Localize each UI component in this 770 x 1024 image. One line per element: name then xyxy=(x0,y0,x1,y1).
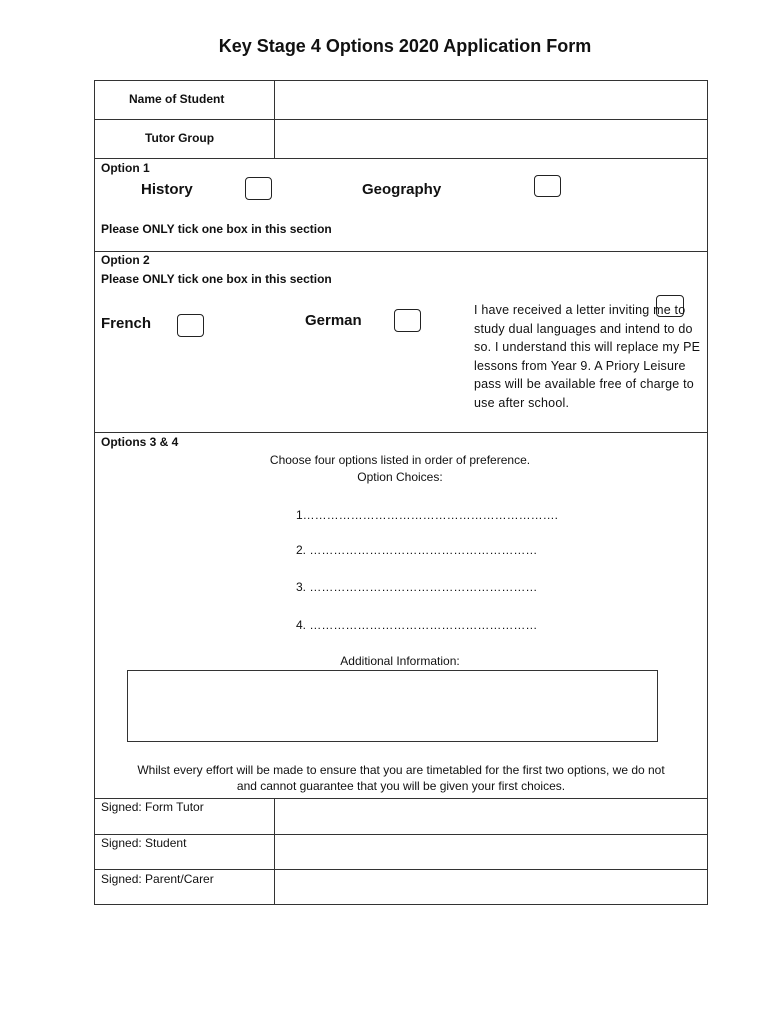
divider xyxy=(274,798,275,905)
german-label: German xyxy=(305,312,362,329)
history-checkbox[interactable] xyxy=(245,177,272,200)
french-label: French xyxy=(101,315,152,332)
divider xyxy=(94,158,708,159)
divider xyxy=(94,251,708,252)
option2-instruction: Please ONLY tick one box in this section xyxy=(101,272,332,286)
student-name-label: Name of Student xyxy=(129,92,225,106)
option2-heading: Option 2 xyxy=(101,253,150,267)
tutor-group-field[interactable] xyxy=(276,120,706,157)
signed-parent-label: Signed: Parent/Carer xyxy=(101,872,214,886)
option-choices-label: Option Choices: xyxy=(357,470,443,484)
choice-line-2[interactable]: 2. ………………………………………………… xyxy=(296,543,538,557)
choice-line-4[interactable]: 4. ………………………………………………… xyxy=(296,618,538,632)
signed-form-tutor-label: Signed: Form Tutor xyxy=(101,800,204,814)
signed-student-field[interactable] xyxy=(276,835,706,868)
signed-form-tutor-field[interactable] xyxy=(276,799,706,833)
additional-info-box[interactable] xyxy=(127,670,658,742)
option1-heading: Option 1 xyxy=(101,161,150,175)
disclaimer-line-2: and cannot guarantee that you will be given your first choices. xyxy=(236,779,566,793)
form-title: Key Stage 4 Options 2020 Application Form xyxy=(218,36,592,56)
options34-instruction: Choose four options listed in order of preference. xyxy=(269,453,531,467)
disclaimer-line-1: Whilst every effort will be made to ensure that you are timetabled for the first two options, we do not xyxy=(137,763,665,777)
divider xyxy=(94,432,708,433)
geography-checkbox[interactable] xyxy=(534,175,561,197)
french-checkbox[interactable] xyxy=(177,314,204,337)
choice-line-1[interactable]: 1………………………………………………………. xyxy=(296,508,559,522)
choice-line-3[interactable]: 3. ………………………………………………… xyxy=(296,580,538,594)
dual-languages-statement: I have received a letter inviting me to study dual languages and intend to do so. I understand this will replace my PE lessons from Year 9. A Priory Leisure pass will be available free of charge to use after school. xyxy=(474,303,701,410)
geography-label: Geography xyxy=(362,181,442,198)
signed-parent-field[interactable] xyxy=(276,870,706,904)
german-checkbox[interactable] xyxy=(394,309,421,332)
option1-instruction: Please ONLY tick one box in this section xyxy=(101,222,332,236)
signed-student-label: Signed: Student xyxy=(101,836,187,850)
options34-heading: Options 3 & 4 xyxy=(101,435,179,449)
history-label: History xyxy=(141,181,193,198)
student-name-field[interactable] xyxy=(276,81,706,118)
additional-info-label: Additional Information: xyxy=(340,654,460,668)
divider xyxy=(274,80,275,158)
tutor-group-label: Tutor Group xyxy=(145,131,215,145)
